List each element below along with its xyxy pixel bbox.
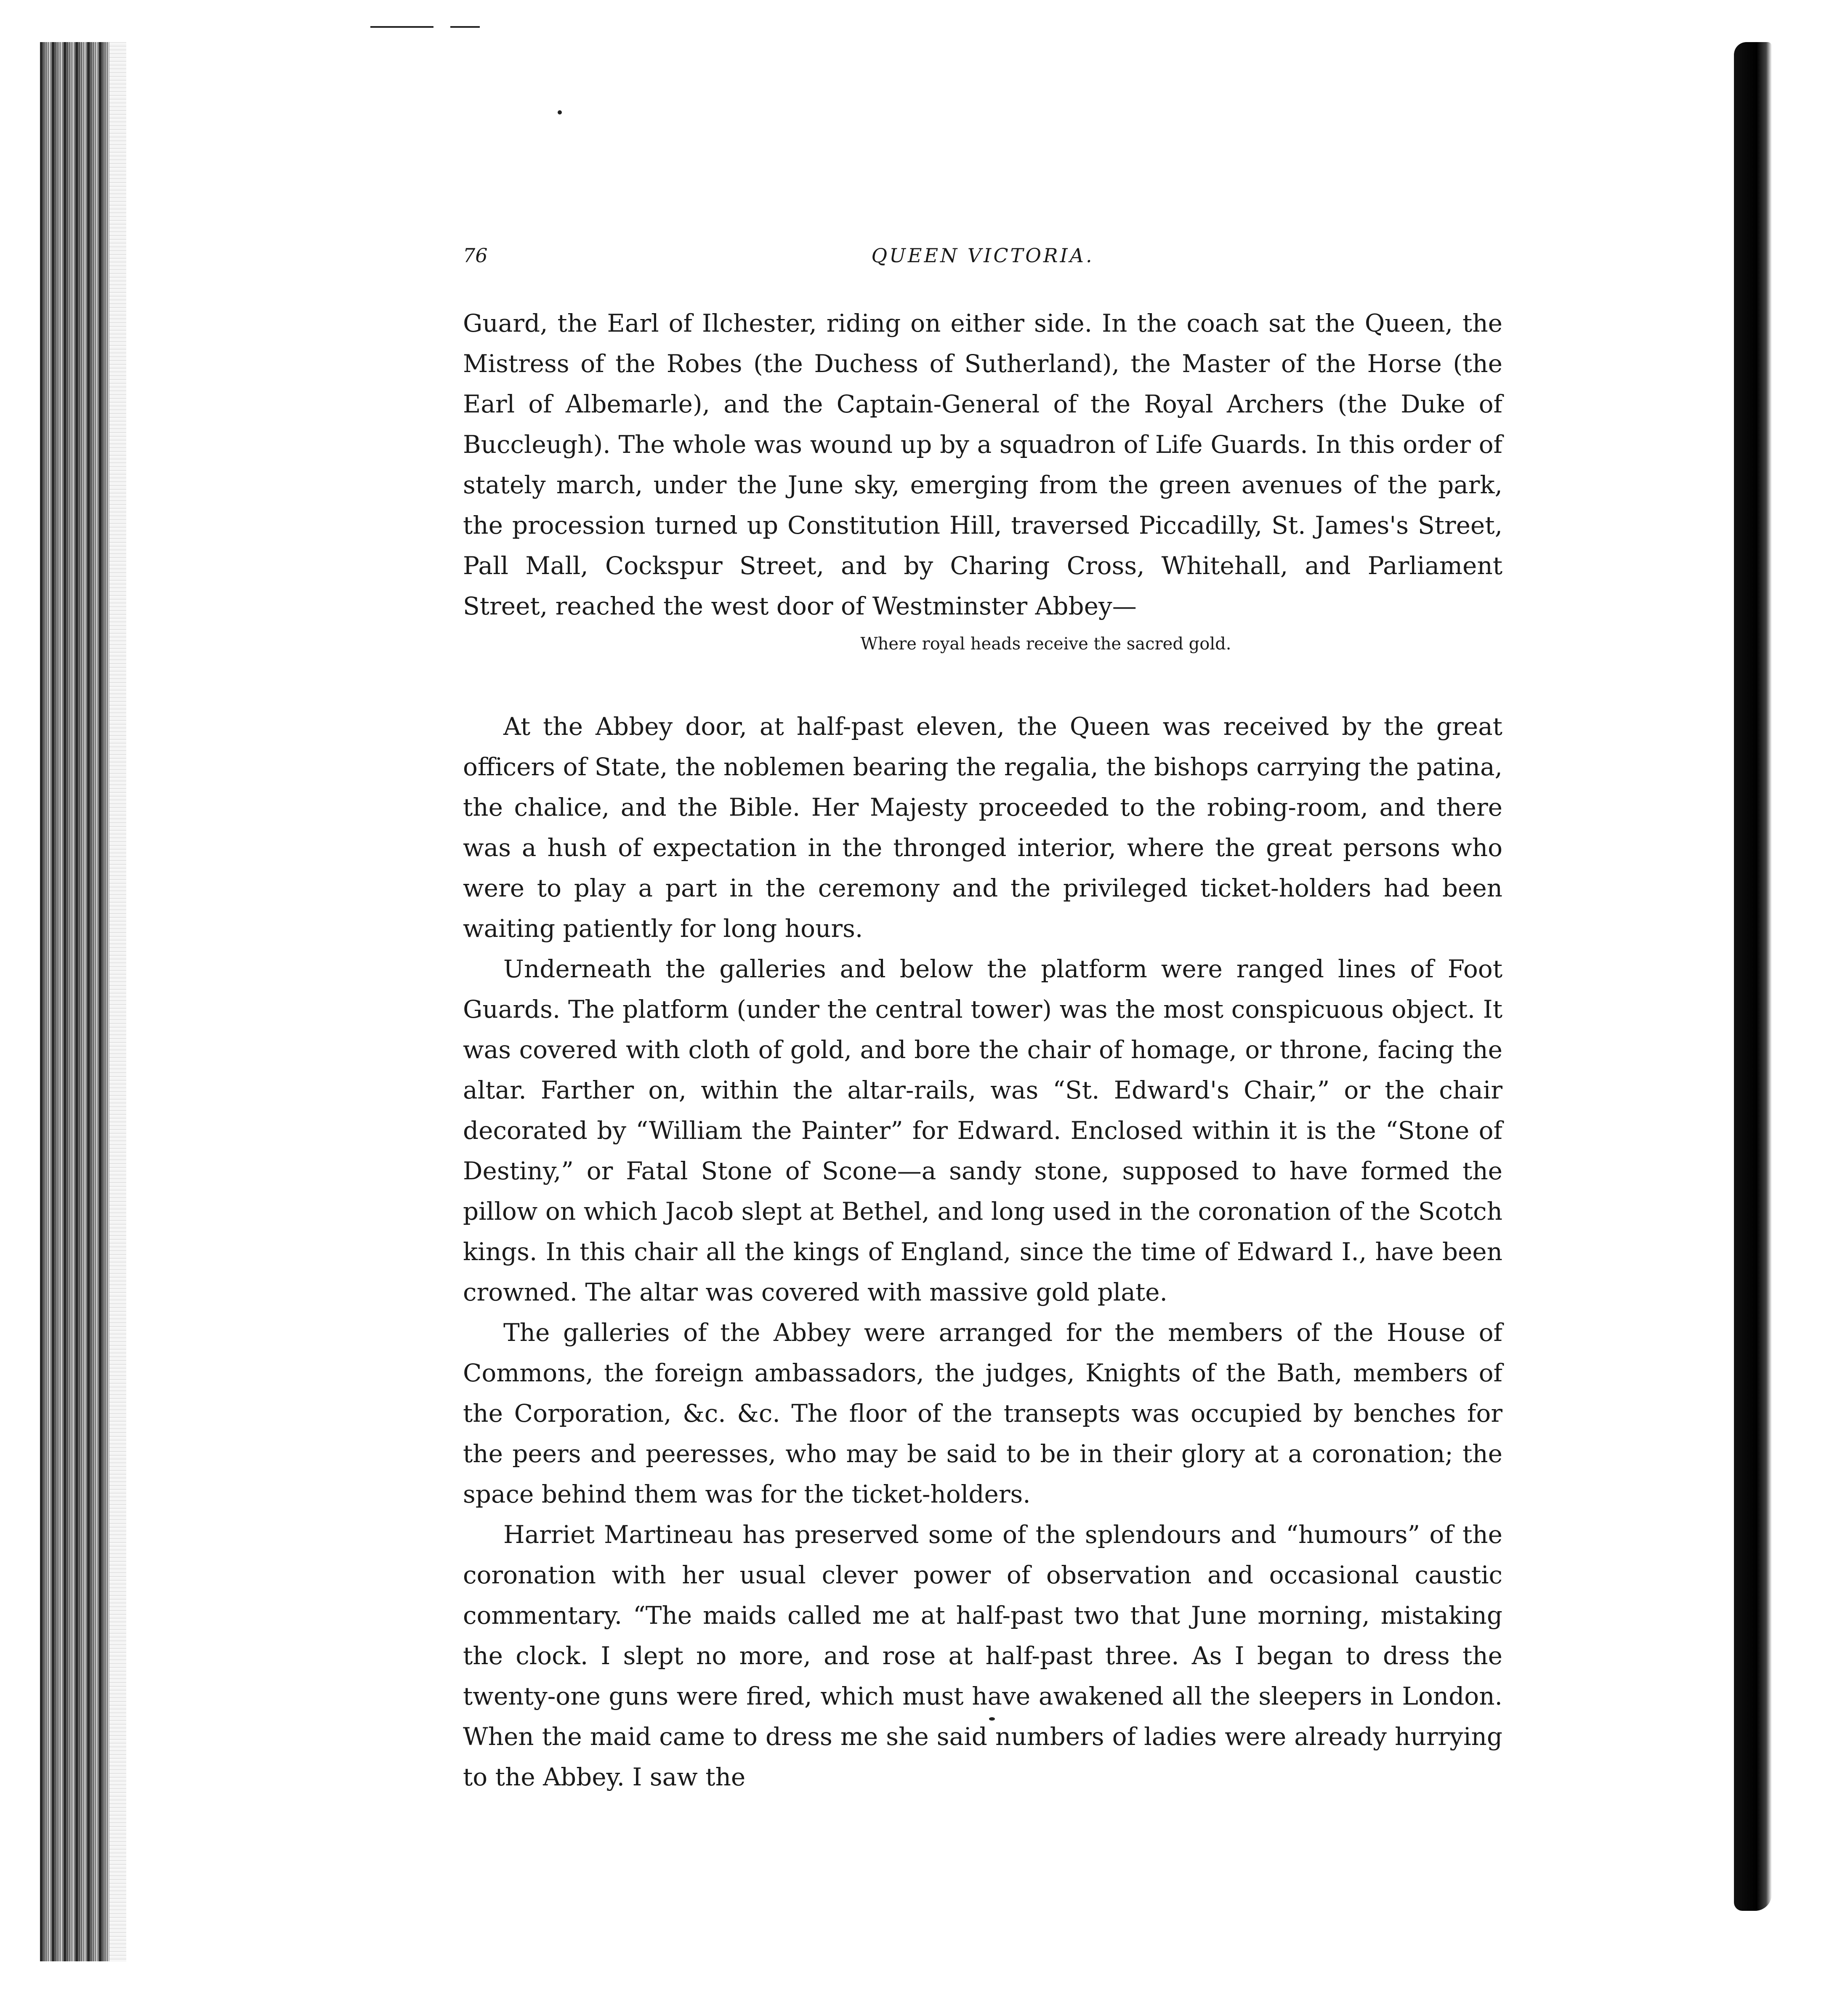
page-body — [463, 303, 1502, 1797]
verse-quote: Where royal heads receive the sacred gold. — [860, 634, 1231, 654]
paragraph-galleries-abbey: The galleries of the Abbey were arranged for the members of the House of Commons, the foreign ambassadors, the judges, Knights of the Bath, members of the Corporation, &c. &c. The floor of the transepts was occupied by benches for the peers and peeresses, who may be said to be in their glory at a coronation; the space behind them was for the ticket-holders. — [463, 1318, 1502, 1508]
page-header — [463, 244, 1502, 282]
paragraph-galleries-platform: Underneath the galleries and below the platform were ranged lines of Foot Guards. The platform (under the central tower) was the most conspicuous object. It was covered with cloth of gold, and bore the chair of homage, or throne, facing the altar. Farther on, within the altar-rails, was “St. Edward's Chair,” or the chair decorated by “William the Painter” for Edward. Enclosed within it is the “Stone of Destiny,” or Fatal Stone of Scone—a sandy stone, supposed to have formed the pillow on which Jacob slept at Bethel, and long used in the coronation of the Scotch kings. In this chair all the kings of England, since the time of Edward I., have been crowned. The altar was covered with massive gold plate. — [463, 955, 1502, 1306]
scan-binding-shadow-left — [109, 42, 126, 1961]
scan-page-edge-right — [1734, 42, 1772, 1911]
running-title: QUEEN VICTORIA. — [871, 244, 1094, 267]
scan-mark-top-rule — [370, 26, 433, 28]
opening-paragraph: Guard, the Earl of Ilchester, riding on either side. In the coach sat the Queen, the Mistress of the Robes (the Duchess of Sutherland), the Master of the Horse (the Earl of Albemarle), and the Captain-General of the Royal Archers (the Duke of Buccleugh). The whole was wound up by a squadron of Life Guards. In this order of stately march, under the June sky, emerging from the green avenues of the park, the procession turned up Constitution Hill, traversed Piccadilly, St. James's Street, Pall Mall, Cockspur Street, and by Charing Cross, Whitehall, and Parliament Street, reached the west door of Westminster Abbey— — [463, 309, 1502, 620]
page-number: 76 — [463, 244, 488, 267]
scan-speck — [558, 110, 562, 114]
paragraph-harriet-martineau: Harriet Martineau has preserved some of the splendours and “humours” of the coronation with her usual clever power of observation and occasional caustic commentary. “The maids called me at half-past two that June morning, mistaking the clock. I slept no more, and rose at half-past three. As I began to dress the twenty-one guns were fired, which must have awakened all the sleepers in London. When the maid came to dress me she said numbers of ladies were already hurrying to the Abbey. I saw the — [463, 1520, 1502, 1791]
paragraph-abbey-door: At the Abbey door, at half-past eleven, the Queen was received by the great officers of State, the noblemen bearing the regalia, the bishops carrying the patina, the chalice, and the Bible. Her Majesty proceeded to the robing-room, and there was a hush of expectation in the thronged interior, where the great persons who were to play a part in the ceremony and the privileged ticket-holders had been waiting patiently for long hours. — [463, 712, 1502, 943]
scan-binding-edge-left — [40, 42, 109, 1961]
scan-mark-top-rule-short — [450, 26, 480, 28]
